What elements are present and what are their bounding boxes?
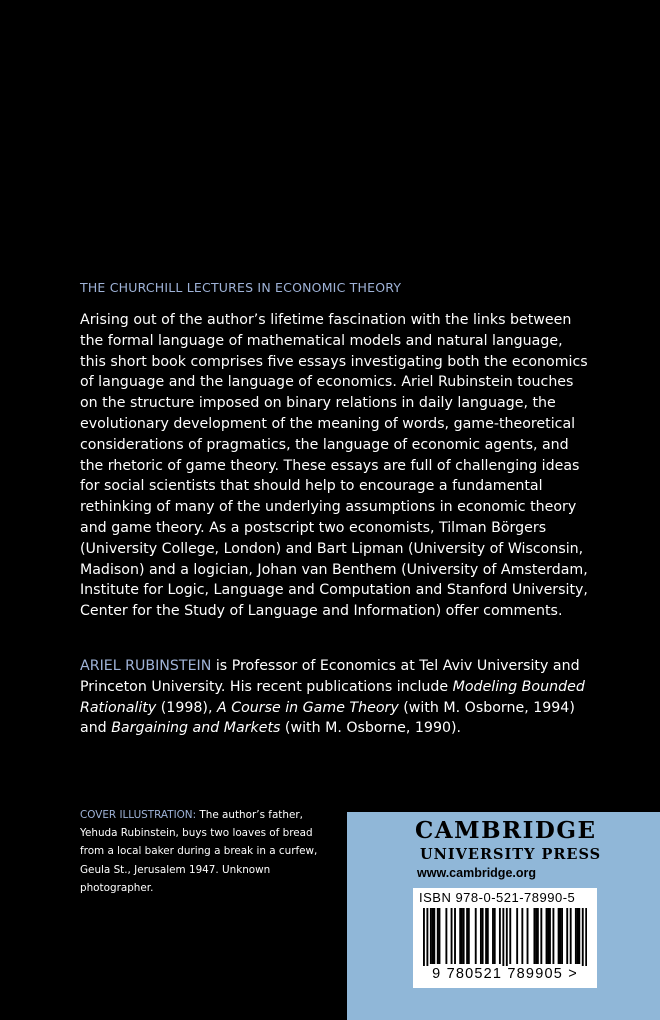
isbn-label: ISBN 978-0-521-78990-5 bbox=[419, 890, 576, 905]
barcode-bar bbox=[582, 908, 584, 966]
barcode-bar bbox=[480, 908, 482, 964]
barcode-bar bbox=[577, 908, 579, 964]
barcode-bar bbox=[459, 908, 461, 964]
book-title: Modeling Bounded Rationality bbox=[80, 678, 585, 716]
barcode-bar bbox=[535, 908, 537, 964]
barcode-bar bbox=[482, 908, 484, 964]
barcode-bar bbox=[546, 908, 548, 964]
barcode-bar bbox=[549, 908, 551, 964]
barcode-bar bbox=[547, 908, 549, 964]
author-name: ARIEL RUBINSTEIN bbox=[80, 658, 212, 674]
barcode-bar bbox=[454, 908, 456, 964]
barcode-bar bbox=[433, 908, 435, 964]
barcode-bar bbox=[437, 908, 439, 964]
book-description: Arising out of the author’s lifetime fascination with the links between the formal language of mathematical models and natural language, this short book comprises five essays investigating both the economics of language and the language of economics. Ariel Rubinstein touches on the structure imposed on binary relations in daily language, the evolutionary development of the meaning of words, game-theoretical considerations of pragmatics, the language of economic agents, and the rhetoric of game theory. These essays are full of challenging ideas for social scientists that should help to encourage a fundamental rethinking of many of the underlying assumptions in economic theory and game theory. As a postscript two economists, Tilman Börgers (University College, London) and Bart Lipman (University of Wisconsin, Madison) and a logician, Johan van Benthem (University of Amsterdam, Institute for Logic, Language and Computation and Stanford University, Center for the Study of Language and Information) offer comments. bbox=[80, 312, 588, 620]
barcode-bar bbox=[559, 908, 561, 964]
barcode-bar bbox=[494, 908, 496, 964]
barcode-bar bbox=[527, 908, 529, 964]
barcode-bar bbox=[475, 908, 477, 964]
author-bio-text: (with M. Osborne, 1994) and bbox=[80, 699, 575, 737]
publisher-panel bbox=[347, 812, 660, 1020]
barcode-bar bbox=[521, 908, 523, 964]
cover-illustration-credit bbox=[80, 806, 320, 897]
author-bio-text: (with M. Osborne, 1990). bbox=[280, 720, 462, 737]
author-bio-text: is Professor of Economics at Tel Aviv University and Princeton University. His recent publications include bbox=[80, 658, 580, 695]
barcode-bar bbox=[430, 908, 432, 964]
barcode-bar bbox=[502, 908, 504, 966]
barcode-bar bbox=[552, 908, 554, 964]
barcode bbox=[413, 888, 597, 988]
barcode-bar bbox=[566, 908, 568, 964]
barcode-bar bbox=[426, 908, 428, 966]
barcode-bar bbox=[499, 908, 501, 964]
author-bio-text: (1998), bbox=[156, 699, 217, 716]
barcode-bar bbox=[468, 908, 470, 964]
barcode-bar bbox=[533, 908, 535, 964]
barcode-bar bbox=[461, 908, 463, 964]
book-title: A Course in Game Theory bbox=[216, 699, 399, 716]
barcode-bar bbox=[439, 908, 441, 964]
barcode-bar bbox=[485, 908, 487, 964]
barcode-bar bbox=[487, 908, 489, 964]
barcode-bar bbox=[578, 908, 580, 964]
barcode-bars bbox=[423, 908, 587, 966]
cover-illustration-text: The author’s father, Yehuda Rubinstein, buys two loaves of bread from a local baker during a break in a curfew, Geula St., Jerusalem 1947. Unknown photographer. bbox=[80, 809, 318, 894]
barcode-bar bbox=[432, 908, 434, 964]
barcode-digits: 9 780521 789905 > bbox=[432, 966, 578, 982]
barcode-bar bbox=[575, 908, 577, 964]
barcode-bar bbox=[516, 908, 518, 964]
book-title: Bargaining and Markets bbox=[111, 720, 281, 737]
barcode-bar bbox=[463, 908, 465, 964]
barcode-bar bbox=[445, 908, 447, 964]
barcode-bar bbox=[570, 908, 572, 964]
publisher-name: CAMBRIDGE bbox=[415, 817, 597, 844]
barcode-bar bbox=[451, 908, 453, 964]
publisher-subtitle: UNIVERSITY PRESS bbox=[420, 846, 602, 863]
barcode-bar bbox=[492, 908, 494, 964]
barcode-bar bbox=[509, 908, 511, 964]
barcode-bar bbox=[558, 908, 560, 964]
publisher-url: www.cambridge.org bbox=[417, 866, 537, 880]
barcode-bar bbox=[466, 908, 468, 964]
author-bio bbox=[80, 656, 590, 739]
barcode-bar bbox=[561, 908, 563, 964]
barcode-bar bbox=[585, 908, 587, 966]
barcode-bar bbox=[506, 908, 508, 966]
barcode-bar bbox=[423, 908, 425, 966]
barcode-bar bbox=[540, 908, 542, 964]
barcode-bar bbox=[537, 908, 539, 964]
cover-illustration-label: COVER ILLUSTRATION: bbox=[80, 809, 197, 821]
series-title: THE CHURCHILL LECTURES IN ECONOMIC THEORY bbox=[80, 280, 402, 295]
